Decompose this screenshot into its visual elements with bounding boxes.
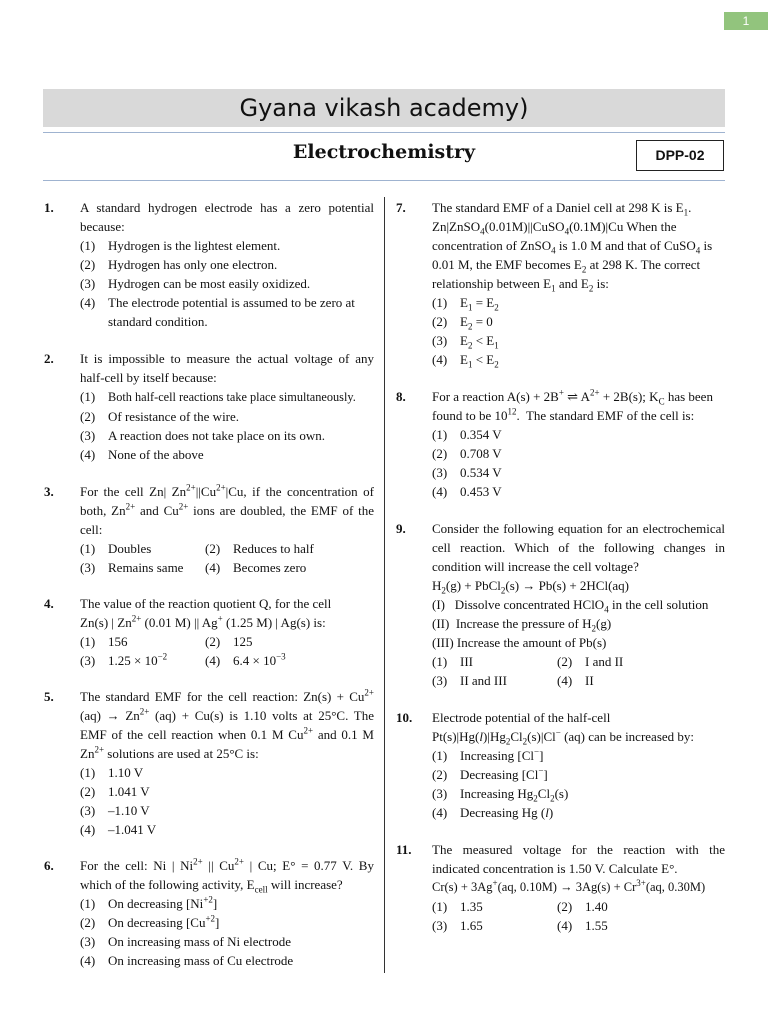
option: [432, 425, 725, 444]
option-text: $E_2 = 0$: [460, 314, 493, 332]
option: [432, 463, 725, 482]
option: [205, 632, 374, 651]
option-text: Both half-cell reactions take place simultaneously.: [108, 390, 356, 404]
subject-title: Electrochemistry: [292, 141, 476, 163]
option: [80, 913, 374, 932]
option-label: (4): [557, 673, 573, 688]
option: [80, 558, 205, 577]
question-stem: For the cell: Ni | $Ni^{2+}$ || $Cu^{2+}$ | Cu; E° = 0.77 V. By which of the following activity, $E_{cell}$ will increase?: [80, 856, 374, 895]
option-text: Hydrogen has only one electron.: [108, 257, 278, 272]
option: [80, 894, 374, 913]
option-text: The electrode potential is assumed to be zero at standard condition.: [108, 295, 355, 329]
question-stem: The standard EMF for the cell reaction: $Zn(s) + Cu^{2+}$ $(aq) \to Zn^{2+}$ (aq) + Cu(s) is 1.10 volts at 25°C. The EMF of the cell reaction when 0.1 M $Cu^{2+}$ and 0.1 M $Zn^{2+}$ solutions are used at 25°C is:: [80, 687, 374, 761]
option-label: (3): [432, 786, 448, 801]
option-text: Doubles: [108, 541, 152, 556]
reaction-equation: $H_2(g)$ + PbCl$_2$(s) → Pb(s) + 2HCl(aq): [432, 578, 630, 596]
option-label: (4): [205, 653, 221, 668]
question-number: 4.: [44, 596, 54, 611]
option-text: 1.40: [585, 899, 608, 914]
question-10: [396, 708, 725, 822]
option: [80, 820, 374, 839]
option-text: Hydrogen can be most easily oxidized.: [108, 276, 311, 291]
option: [432, 916, 557, 935]
question-8: [396, 387, 725, 501]
option-text: $6.4 \times 10^{-3}$: [233, 651, 286, 668]
option-label: (2): [205, 541, 221, 556]
option-label: (2): [80, 784, 96, 799]
reaction-equation: Cr(s) + 3Ag+(aq, $0.10M) \to 3Ag(s) + Cr^{3+}(aq$, 0.30M): [432, 877, 706, 894]
option: [432, 765, 725, 784]
option-label: (1): [80, 896, 96, 911]
option-label: (1): [432, 295, 448, 310]
question-stem: For the cell Zn| $Zn^{2+}||Cu^{2+}|Cu$, if the concentration of both, $Zn^{2+}$ and $Cu^{2+}$ ions are doubled, the EMF of the cell:: [80, 482, 374, 537]
question-stem: Electrode potential of the half-cell: [432, 710, 611, 725]
option-text: 1.10 V: [108, 765, 144, 780]
option-text: Remains same: [108, 560, 184, 575]
option-label: (1): [80, 765, 96, 780]
option-text: $E_2 < E_1$: [460, 333, 499, 351]
option-label: (2): [557, 654, 573, 669]
question-5: [44, 687, 374, 839]
option: [557, 652, 725, 671]
option-text: Decreasing [Cl−]: [460, 765, 548, 782]
question-7: [396, 198, 725, 369]
option-label: (4): [80, 953, 96, 968]
option-text: Reduces to half: [233, 541, 314, 556]
option-text: 125: [233, 634, 253, 649]
half-cell-notation: $Pt(s)|Hg(l)|Hg_2Cl_2(s)|Cl^-$ (aq) can be increased by:: [432, 727, 695, 747]
question-9: [396, 519, 725, 690]
option-text: Decreasing Hg (l): [460, 805, 554, 820]
question-number: 10.: [396, 710, 413, 725]
option: [80, 651, 205, 670]
question-stem: For a reaction A(s) + 2B+ ⇌ $A^{2+} + 2B(s)$; $K_C$ has been found to be $10^{12}$. The standard EMF of the cell is:: [432, 387, 713, 423]
option: [432, 293, 725, 312]
option-label: (2): [80, 257, 96, 272]
option: [80, 426, 374, 445]
option-label: (1): [80, 541, 96, 556]
question-stem: Consider the following equation for an electrochemical cell reaction. Which of the following changes in condition will increase the cell voltage?: [432, 521, 725, 574]
option-label: (3): [80, 560, 96, 575]
option-text: 156: [108, 634, 128, 649]
option: [80, 539, 205, 558]
option-label: (2): [432, 767, 448, 782]
option-text: II and III: [460, 673, 507, 688]
option: [80, 632, 205, 651]
option: [432, 803, 725, 822]
option: [80, 801, 374, 820]
question-number: 6.: [44, 858, 54, 873]
option: [80, 445, 374, 464]
option-label: (1): [80, 389, 96, 404]
option-text: Hydrogen is the lightest element.: [108, 238, 281, 253]
option-text: $E_1 < E_2$: [460, 352, 499, 370]
option: [80, 951, 374, 970]
question-6: [44, 856, 374, 970]
question-number: 5.: [44, 689, 54, 704]
option-label: (2): [205, 634, 221, 649]
option-text: 0.453 V: [460, 484, 502, 499]
option: [432, 312, 725, 331]
option-label: (4): [557, 918, 573, 933]
option-text: III: [460, 654, 473, 669]
option-label: (3): [80, 653, 96, 668]
option-label: (3): [432, 673, 448, 688]
option-text: On increasing mass of Cu electrode: [108, 953, 294, 968]
option-label: (4): [432, 352, 448, 367]
option: [432, 482, 725, 501]
option: [205, 539, 374, 558]
option-text: None of the above: [108, 447, 204, 462]
option: [80, 407, 374, 426]
option: [80, 932, 374, 951]
option: [80, 255, 374, 274]
question-stem: The measured voltage for the reaction with the indicated concentration is 1.50 V. Calculate E°.: [432, 842, 725, 876]
option-text: $E_1 = E_2$: [460, 295, 499, 313]
option-label: (4): [432, 484, 448, 499]
option-text: 0.534 V: [460, 465, 502, 480]
option-text: 0.708 V: [460, 446, 502, 461]
column-divider: [384, 197, 385, 973]
option-text: On increasing mass of Ni electrode: [108, 934, 292, 949]
question-number: 8.: [396, 389, 406, 404]
option-label: (3): [432, 333, 448, 348]
option-label: (3): [80, 803, 96, 818]
option: [80, 387, 374, 407]
question-number: 11.: [396, 842, 412, 857]
option-label: (4): [80, 822, 96, 837]
header-divider: [43, 132, 725, 133]
option: [432, 444, 725, 463]
option-text: II: [585, 673, 594, 688]
option-text: Increasing $Hg_2Cl_2(s)$: [460, 786, 569, 804]
option-text: Becomes zero: [233, 560, 307, 575]
option-label: (1): [432, 748, 448, 763]
option-label: (1): [80, 634, 96, 649]
option-label: (1): [432, 899, 448, 914]
institute-title: Gyana vikash academy): [43, 89, 725, 127]
option-label: (4): [80, 295, 96, 310]
option-text: 1.041 V: [108, 784, 150, 799]
option: [432, 331, 725, 350]
option: [80, 782, 374, 801]
statement: (I) Dissolve concentrated HClO$_4$ in the cell solution: [432, 597, 709, 615]
option-text: I and II: [585, 654, 624, 669]
option: [432, 746, 725, 765]
dpp-badge: DPP-02: [636, 140, 724, 171]
statement: (II) Increase the pressure of $H_2(g)$: [432, 616, 612, 634]
option-label: (3): [432, 465, 448, 480]
statement: (III) Increase the amount of Pb(s): [432, 635, 607, 650]
option: [432, 350, 725, 369]
question-11: [396, 840, 725, 935]
option-label: (4): [205, 560, 221, 575]
options-grid: [80, 632, 374, 670]
option: [432, 897, 557, 916]
option-label: (2): [80, 409, 96, 424]
option: [80, 293, 374, 331]
option: [557, 671, 725, 690]
option: [80, 763, 374, 782]
option-text: 1.35: [460, 899, 483, 914]
option-label: (2): [432, 446, 448, 461]
question-stem: A standard hydrogen electrode has a zero potential because:: [80, 200, 374, 234]
option: [432, 652, 557, 671]
question-number: 7.: [396, 200, 406, 215]
option: [432, 671, 557, 690]
question-3: [44, 482, 374, 577]
question-stem: The value of the reaction quotient Q, for the cell: [80, 596, 332, 611]
cell-notation: Zn(s) | $Zn^{2+}$ (0.01 M) || Ag+ (1.25 M) | Ag(s) is:: [80, 613, 326, 630]
question-4: [44, 594, 374, 670]
question-2: [44, 349, 374, 464]
page-number: 1: [724, 12, 768, 30]
option-text: –1.10 V: [108, 803, 150, 818]
option-label: (4): [80, 447, 96, 462]
option: [557, 916, 725, 935]
option: [205, 651, 374, 670]
option: [432, 784, 725, 803]
option-text: A reaction does not take place on its own.: [108, 428, 325, 443]
option: [557, 897, 725, 916]
question-1: [44, 198, 374, 331]
option-label: (4): [432, 805, 448, 820]
option-text: On decreasing $[Ni^{+2}]$: [108, 894, 218, 911]
option-label: (1): [432, 427, 448, 442]
question-number: 9.: [396, 521, 406, 536]
option-label: (3): [432, 918, 448, 933]
question-stem: The standard EMF of a Daniel cell at 298 K is $E_1$. Zn|ZnSO$_4$(0.01M)||CuSO$_4$(0.1M)|Cu When the concentration of ZnSO$_4$ is 1.0 M and that of CuSO$_4$ is 0.01 M, the EMF becomes $E_2$ at 298 K. The correct relationship between $E_1$ and $E_2$ is:: [432, 200, 713, 294]
options-grid: [432, 652, 725, 690]
option: [80, 236, 374, 255]
subject-divider: [43, 180, 725, 181]
option-label: (2): [80, 915, 96, 930]
option-label: (1): [432, 654, 448, 669]
option-label: (1): [80, 238, 96, 253]
question-number: 3.: [44, 484, 54, 499]
option-text: 1.65: [460, 918, 483, 933]
option-text: 1.55: [585, 918, 608, 933]
options-grid: [80, 539, 374, 577]
option-text: On decreasing $[Cu^{+2}]$: [108, 913, 220, 930]
option-text: –1.041 V: [108, 822, 157, 837]
left-column: [44, 198, 374, 970]
right-column: [396, 198, 725, 935]
option-label: (2): [557, 899, 573, 914]
option-text: Of resistance of the wire.: [108, 409, 240, 424]
option-label: (2): [432, 314, 448, 329]
question-stem: It is impossible to measure the actual voltage of any half-cell by itself because:: [80, 351, 374, 385]
option-text: 0.354 V: [460, 427, 502, 442]
option-label: (3): [80, 276, 96, 291]
options-grid: [432, 897, 725, 935]
option: [205, 558, 374, 577]
option-label: (3): [80, 428, 96, 443]
question-number: 2.: [44, 351, 54, 366]
option-text: $1.25 \times 10^{-2}$: [108, 651, 168, 668]
option-label: (3): [80, 934, 96, 949]
option-text: Increasing [Cl−]: [460, 746, 544, 763]
question-number: 1.: [44, 200, 54, 215]
option: [80, 274, 374, 293]
